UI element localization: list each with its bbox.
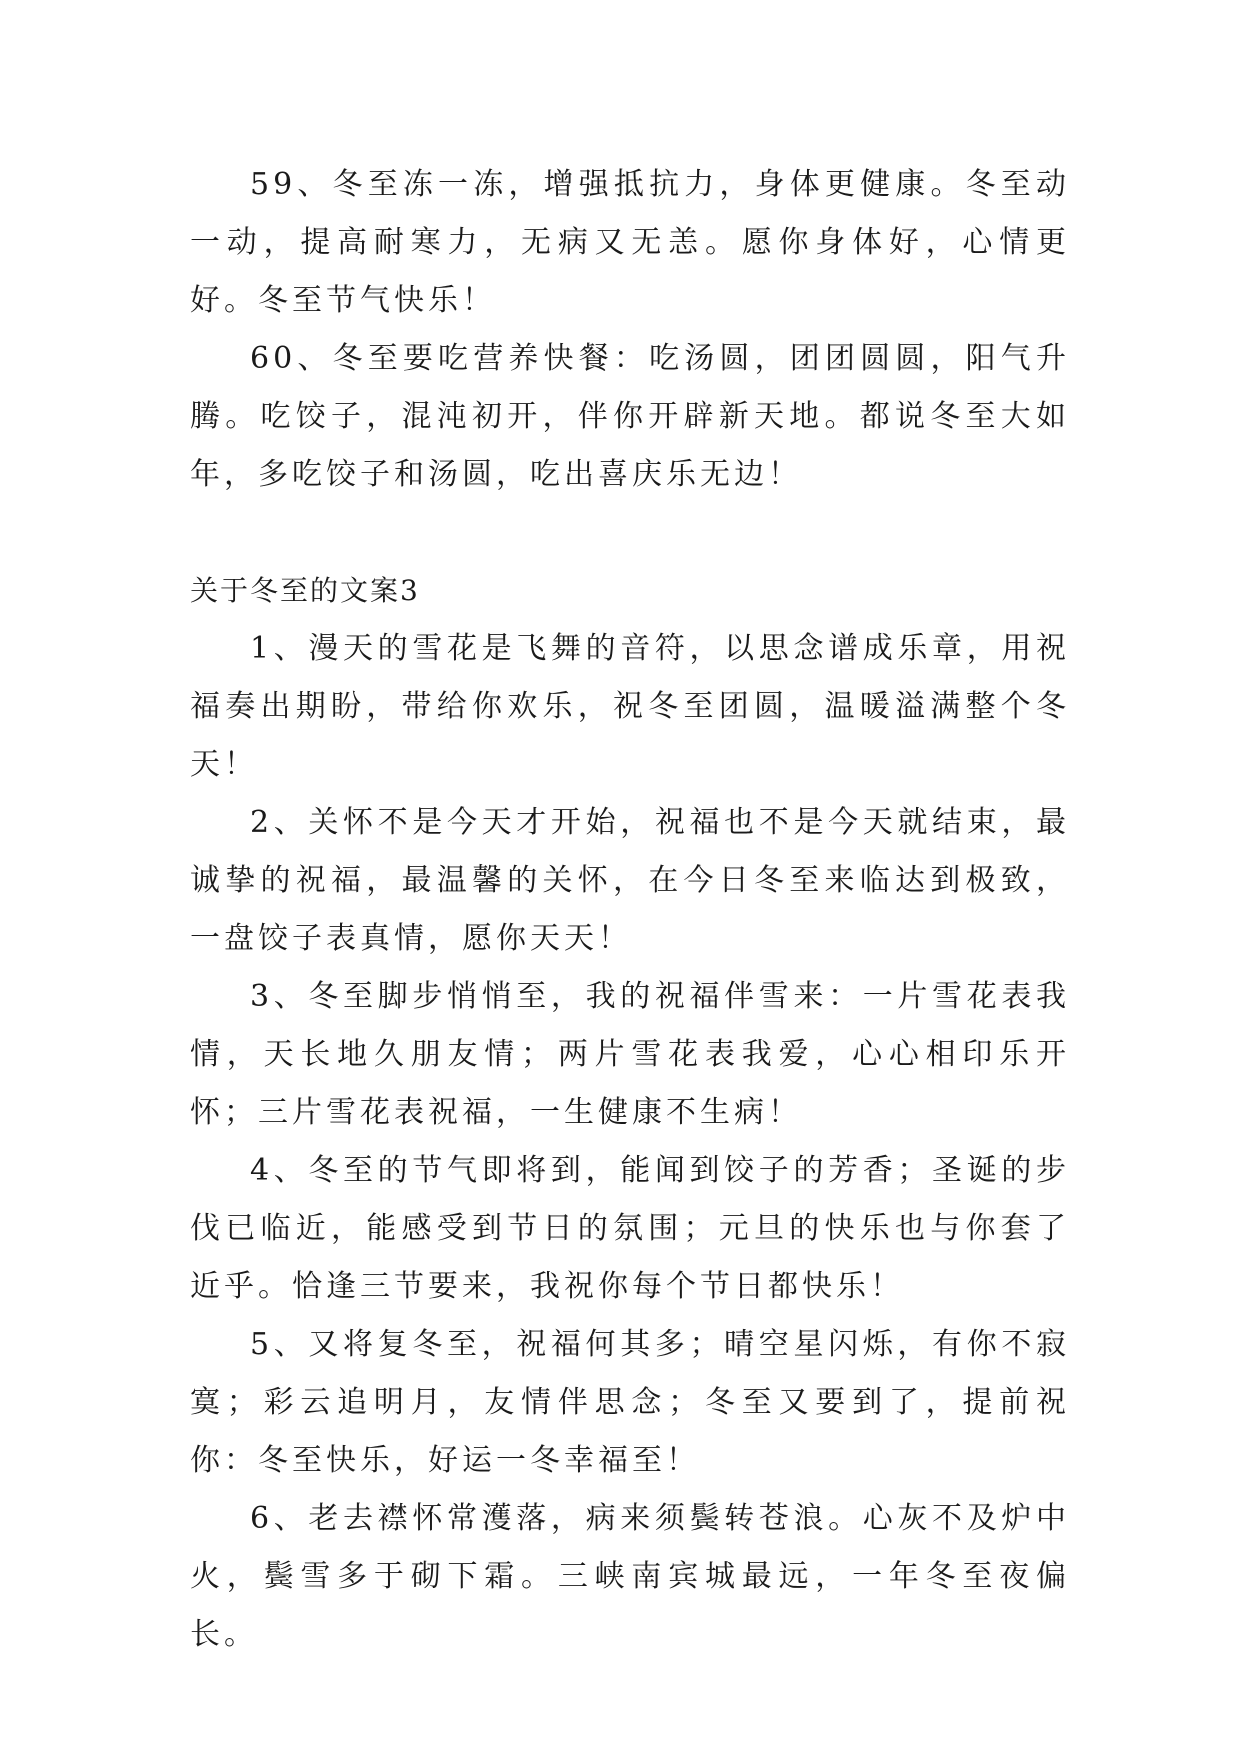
paragraph-4: 4、冬至的节气即将到，能闻到饺子的芳香；圣诞的步伐已临近，能感受到节日的氛围；元旦的快乐也与你套了近乎。恰逢三节要来，我祝你每个节日都快乐！ bbox=[190, 1153, 1070, 1304]
paragraph-59: 59、冬至冻一冻，增强抵抗力，身体更健康。冬至动一动，提高耐寒力，无病又无恙。愿你身体好，心情更好。冬至节气快乐！ bbox=[190, 167, 1070, 318]
paragraph-2: 2、关怀不是今天才开始，祝福也不是今天就结束，最诚挚的祝福，最温馨的关怀，在今日冬至来临达到极致，一盘饺子表真情，愿你天天！ bbox=[190, 805, 1070, 956]
paragraph-60: 60、冬至要吃营养快餐：吃汤圆，团团圆圆，阳气升腾。吃饺子，混沌初开，伴你开辟新天地。都说冬至大如年，多吃饺子和汤圆，吃出喜庆乐无边！ bbox=[190, 341, 1070, 492]
paragraph-6: 6、老去襟怀常濩落，病来须鬓转苍浪。心灰不及炉中火，鬓雪多于砌下霜。三峡南宾城最远，一年冬至夜偏长。 bbox=[190, 1501, 1070, 1652]
section-heading: 关于冬至的文案3 bbox=[190, 574, 420, 607]
document-body bbox=[190, 156, 1070, 1664]
paragraph-5: 5、又将复冬至，祝福何其多；晴空星闪烁，有你不寂寞；彩云追明月，友情伴思念；冬至又要到了，提前祝你：冬至快乐，好运一冬幸福至！ bbox=[190, 1327, 1070, 1478]
paragraph-1: 1、漫天的雪花是飞舞的音符，以思念谱成乐章，用祝福奏出期盼，带给你欢乐，祝冬至团圆，温暖溢满整个冬天！ bbox=[190, 631, 1070, 782]
paragraph-3: 3、冬至脚步悄悄至，我的祝福伴雪来：一片雪花表我情，天长地久朋友情；两片雪花表我爱，心心相印乐开怀；三片雪花表祝福，一生健康不生病！ bbox=[190, 979, 1070, 1130]
